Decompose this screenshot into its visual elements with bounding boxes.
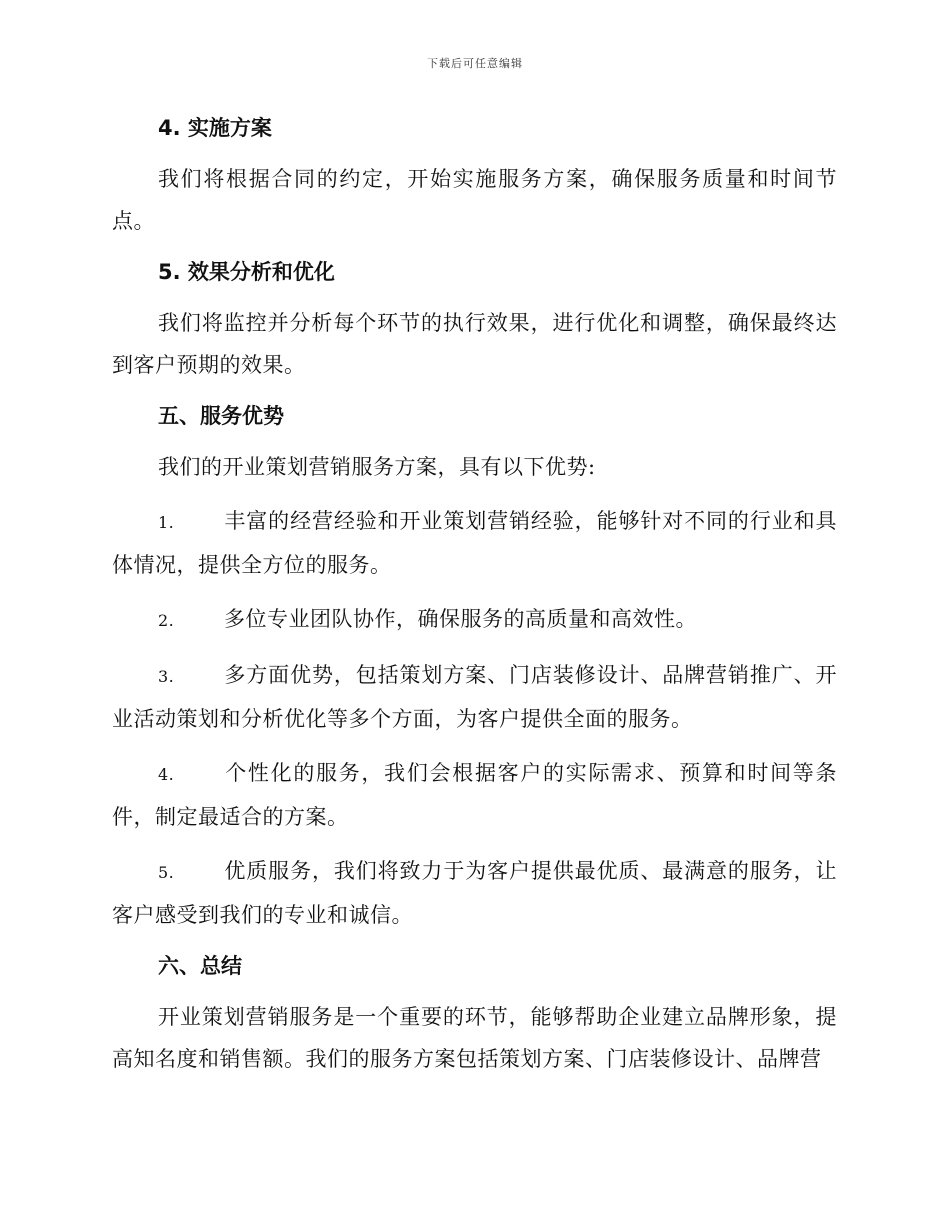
advantage-item-3	[112, 654, 837, 740]
advantage-item-2	[112, 598, 837, 642]
summary-heading: 六、总结	[158, 954, 242, 978]
advantages-intro: 我们的开业策划营销服务方案，具有以下优势:	[158, 455, 596, 479]
section-5-body: 我们将监控并分析每个环节的执行效果，进行优化和调整，确保最终达到客户预期的效果。	[112, 311, 837, 377]
advantage-item-5	[112, 850, 837, 936]
advantage-item-text: 丰富的经营经验和开业策划营销经验，能够针对不同的行业和具体情况，提供全方位的服务。	[112, 509, 837, 577]
advantage-item-text: 个性化的服务，我们会根据客户的实际需求、预算和时间等条件，制定最适合的方案。	[112, 761, 837, 829]
document-body	[112, 110, 837, 1080]
advantage-item-number: 4.	[158, 765, 175, 784]
advantage-item-4	[112, 752, 837, 838]
advantage-item-number: 2.	[158, 611, 175, 630]
section-4-body: 我们将根据合同的约定，开始实施服务方案，确保服务质量和时间节点。	[112, 167, 837, 233]
advantage-item-number: 3.	[158, 667, 175, 686]
section-5-heading: 5. 效果分析和优化	[158, 260, 335, 284]
summary-body: 开业策划营销服务是一个重要的环节，能够帮助企业建立品牌形象，提高知名度和销售额。我们的服务方案包括策划方案、门店装修设计、品牌营	[112, 1005, 837, 1071]
advantage-item-text: 多位专业团队协作，确保服务的高质量和高效性。	[224, 607, 697, 631]
advantages-heading: 五、服务优势	[158, 404, 284, 428]
advantage-item-number: 1.	[158, 513, 175, 532]
page-header: 下载后可任意编辑	[427, 57, 523, 70]
section-4-heading: 4. 实施方案	[158, 116, 272, 140]
advantage-item-1	[112, 500, 837, 586]
advantage-item-text: 多方面优势，包括策划方案、门店装修设计、品牌营销推广、开业活动策划和分析优化等多个方面，为客户提供全面的服务。	[112, 663, 837, 731]
advantage-item-number: 5.	[158, 863, 175, 882]
advantage-item-text: 优质服务，我们将致力于为客户提供最优质、最满意的服务，让客户感受到我们的专业和诚信。	[112, 859, 837, 927]
